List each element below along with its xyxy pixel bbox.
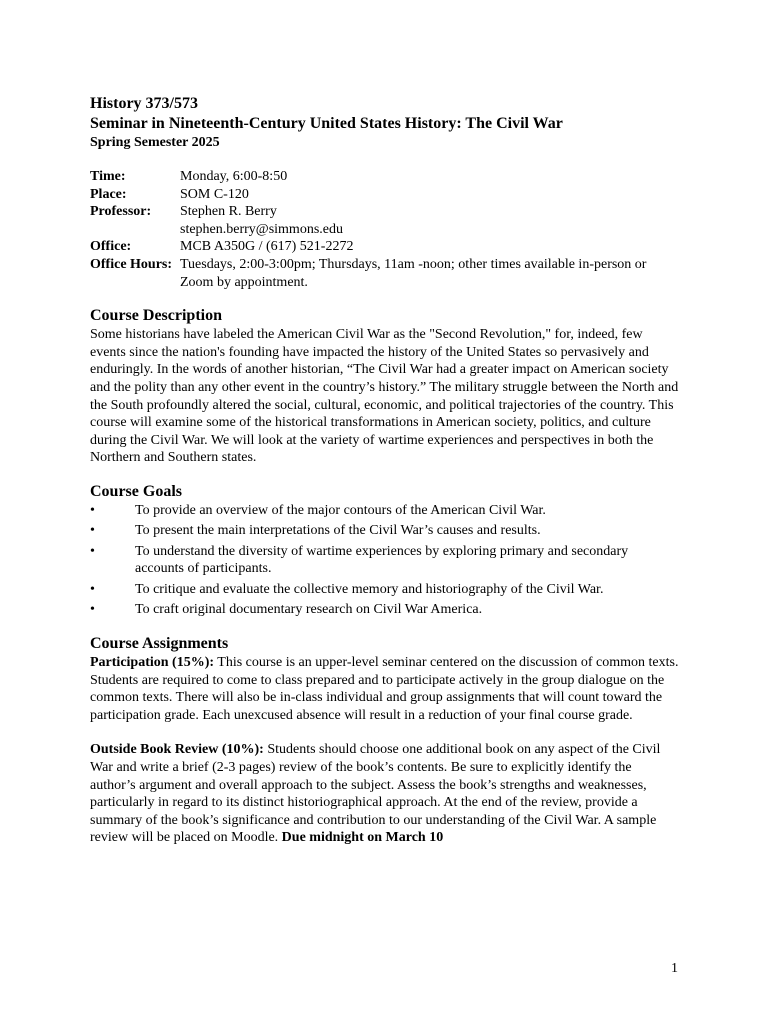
office-label: Office: bbox=[90, 239, 132, 255]
course-goals-heading: Course Goals bbox=[90, 482, 182, 500]
participation-label: Participation (15%): bbox=[90, 655, 215, 671]
course-assignments-heading: Course Assignments bbox=[90, 635, 229, 653]
semester: Spring Semester 2025 bbox=[90, 135, 220, 150]
goal-item bbox=[90, 601, 680, 619]
office-value: MCB A350G / (617) 521-2272 bbox=[180, 239, 354, 255]
course-goals-list bbox=[90, 502, 680, 619]
professor-label: Professor: bbox=[90, 204, 152, 220]
goal-text: To present the main interpretations of the Civil War’s causes and results. bbox=[135, 523, 541, 539]
time-label: Time: bbox=[90, 169, 126, 184]
bullet-icon: • bbox=[90, 581, 95, 597]
goal-item bbox=[90, 522, 680, 540]
office-hours-label: Office Hours: bbox=[90, 256, 173, 272]
book-review-text: Students should choose one additional book on any aspect of the Civil War and write a brief (2-3 pages) review of the book’s contents. Be sure to explicitly identify the author’s argument and overall approach to the subject. Assess the book’s strengths and weaknesses, particularly in regard to its distinct historiographical approach. At the end of the review, provide a summary of the book’s significance and contribution to our understanding of the Civil War. A sample review will be placed on Moodle. bbox=[90, 742, 661, 846]
bullet-icon: • bbox=[90, 543, 95, 559]
place-value: SOM C-120 bbox=[180, 186, 249, 202]
course-description-heading: Course Description bbox=[90, 307, 222, 325]
participation-paragraph bbox=[90, 654, 680, 724]
goal-text: To critique and evaluate the collective memory and historiography of the Civil War. bbox=[135, 581, 604, 597]
book-review-paragraph bbox=[90, 741, 680, 847]
course-number: History 373/573 bbox=[90, 95, 198, 112]
professor-email: stephen.berry@simmons.edu bbox=[180, 221, 343, 237]
office-hours-value: Tuesdays, 2:00-3:00pm; Thursdays, 11am -noon; other times available in-person or Zoom by appointment. bbox=[180, 256, 647, 290]
time-value: Monday, 6:00-8:50 bbox=[180, 169, 288, 184]
bullet-icon: • bbox=[90, 602, 95, 618]
syllabus-content bbox=[90, 94, 680, 847]
professor-name: Stephen R. Berry bbox=[180, 204, 277, 220]
email-label-spacer bbox=[90, 221, 180, 239]
goal-item bbox=[90, 502, 680, 520]
bullet-icon: • bbox=[90, 523, 95, 539]
goal-text: To craft original documentary research on Civil War America. bbox=[135, 602, 483, 618]
course-info bbox=[90, 168, 680, 291]
goal-text: To understand the diversity of wartime experiences by exploring primary and secondary accounts of participants. bbox=[135, 543, 629, 577]
goal-item bbox=[90, 543, 680, 578]
goal-item bbox=[90, 581, 680, 599]
book-review-due: Due midnight on March 10 bbox=[281, 830, 444, 846]
course-title: Seminar in Nineteenth-Century United States History: The Civil War bbox=[90, 115, 563, 132]
goal-text: To provide an overview of the major contours of the American Civil War. bbox=[135, 502, 546, 518]
bullet-icon: • bbox=[90, 502, 95, 518]
course-description-text: Some historians have labeled the American Civil War as the "Second Revolution," for, indeed, few events since the nation's founding have impacted the history of the United States so pervasively and enduringly. In the words of another historian, “The Civil War had a greater impact on American society and the polity than any other event in the country’s history.” The military struggle between the North and the South profoundly altered the social, cultural, economic, and political trajectories of the country. This course will examine some of the historical transformations in American society, politics, and culture during the Civil War. We will look at the variety of wartime experiences and perspectives in both the Northern and Southern states. bbox=[90, 327, 679, 466]
book-review-label: Outside Book Review (10%): bbox=[90, 742, 264, 758]
participation-text: This course is an upper-level seminar centered on the discussion of common texts. Students are required to come to class prepared and to participate actively in the group dialogue on the common texts. There will also be in-class individual and group assignments that will count toward the participation grade. Each unexcused absence will result in a reduction of your final course grade. bbox=[90, 655, 679, 723]
place-label: Place: bbox=[90, 186, 127, 202]
page-number: 1 bbox=[671, 961, 678, 976]
